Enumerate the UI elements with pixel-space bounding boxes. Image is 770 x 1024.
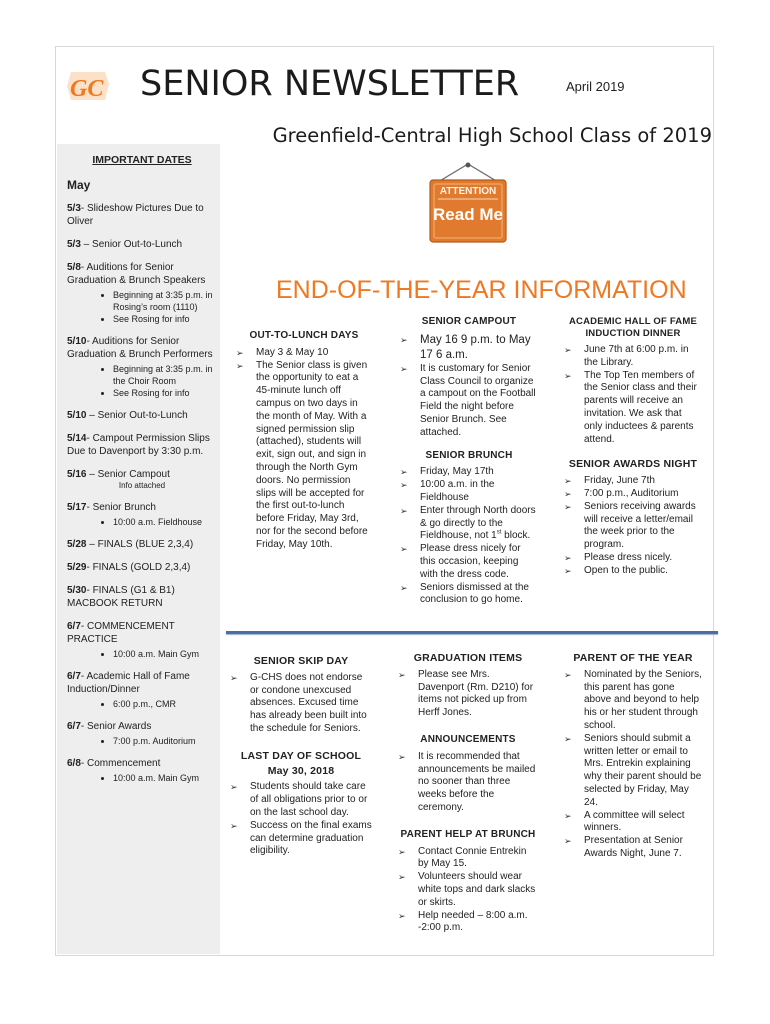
entry-detail: • Beginning at 3:35 p.m. in Rosing’s room (1110) (113, 289, 217, 313)
entry-text: Senior Out-to-Lunch (92, 239, 183, 250)
parent-of-year-section (564, 652, 702, 861)
skip-day-section (230, 655, 372, 858)
date-entries (67, 202, 217, 784)
entry-separator: - (86, 585, 93, 596)
entry-detail: • See Rosing for info (113, 313, 217, 325)
list-item: ➢ The Senior class is given the opportunity to eat a 45-minute lunch off campus on two days in the month of May. With a signed permission slip (attached), students will exit, sign out, and sign in through the North Gym doors. No permission slips will be accepted for the first out-to-lunch before Friday, May 3rd, nor for the second before Friday, May 10th. (236, 360, 372, 552)
entry-date: 6/8 (67, 758, 81, 769)
entry-date: 5/29 (67, 562, 87, 573)
parent-help-heading: PARENT HELP AT BRUNCH (400, 828, 536, 840)
date-entry (67, 620, 217, 660)
date-entry (67, 538, 217, 551)
entry-detail: • 10:00 a.m. Fieldhouse (113, 516, 217, 528)
section-divider (226, 631, 718, 634)
entry-separator: - (80, 621, 88, 632)
section-title: END-OF-THE-YEAR INFORMATION (276, 276, 687, 304)
entry-date: 5/3 (67, 203, 81, 214)
list-item: ➢ A committee will select winners. (564, 810, 702, 836)
entry-note: Info attached (118, 481, 166, 490)
date-entry (67, 261, 217, 325)
list-item (400, 505, 538, 543)
graduation-items-section (398, 652, 538, 935)
list-item: ➢ G-CHS does not endorse or condone unexcused absences. Excused time has already been built into the schedule for Seniors. (230, 672, 372, 736)
entry-text: FINALS (BLUE 2,3,4) (97, 539, 194, 550)
entry-detail: • 10:00 a.m. Main Gym (113, 772, 217, 784)
school-logo (65, 66, 111, 106)
list-item: ➢ Friday, May 17th (400, 466, 538, 479)
parent-of-year-heading: PARENT OF THE YEAR (573, 652, 693, 664)
entry-date: 6/7 (67, 621, 81, 632)
entry-date: 6/7 (67, 671, 81, 682)
entry-date: 5/17 (67, 502, 87, 513)
entry-separator: - (86, 562, 93, 573)
list-item: ➢ Please dress nicely for this occasion, keeping with the dress code. (400, 543, 538, 581)
entry-details (67, 516, 217, 528)
out-to-lunch-heading: OUT-TO-LUNCH DAYS (249, 330, 359, 341)
list-item: ➢ Seniors should submit a written letter or email to Mrs. Entrekin explaining why their parent should be selected by Friday, May 24. (564, 733, 702, 810)
last-day-date: May 30, 2018 (267, 764, 335, 777)
entry-text: Senior Campout (97, 469, 170, 480)
list-item: ➢ June 7th at 6:00 p.m. in the Library. (564, 344, 702, 370)
entry-separator: – (86, 469, 98, 480)
senior-campout-section (400, 316, 538, 607)
entry-details (67, 735, 217, 747)
entry-separator: – (80, 239, 93, 250)
list-item-text: Enter through North doors & go directly to the Fieldhouse, not 1 (420, 504, 536, 542)
list-item: ➢ Students should take care of all obligations prior to or on the last school day. (230, 781, 372, 819)
entry-date: 5/16 (67, 469, 87, 480)
list-item: ➢ Help needed – 8:00 a.m. -2:00 p.m. (398, 910, 538, 936)
list-item: ➢ Presentation at Senior Awards Night, June 7. (564, 835, 702, 861)
entry-date: 5/8 (67, 262, 81, 273)
list-item: ➢ Please dress nicely. (564, 552, 702, 565)
entry-details (67, 698, 217, 710)
entry-details (67, 289, 217, 325)
entry-date: 5/28 (67, 539, 87, 550)
skip-day-heading: SENIOR SKIP DAY (253, 655, 349, 667)
list-item: ➢ Please see Mrs. Davenport (Rm. D210) for items not picked up from Herff Jones. (398, 669, 538, 720)
date-entry (67, 584, 217, 610)
entry-detail: • 10:00 a.m. Main Gym (113, 648, 217, 660)
senior-awards-heading: SENIOR AWARDS NIGHT (568, 458, 698, 471)
announcements-heading: ANNOUNCEMENTS (420, 733, 516, 745)
date-entry (67, 409, 217, 422)
entry-detail: • 6:00 p.m., CMR (113, 698, 217, 710)
entry-separator: - (86, 433, 93, 444)
list-item: ➢ Friday, June 7th (564, 475, 702, 488)
entry-date: 5/10 (67, 336, 87, 347)
list-item: ➢ Contact Connie Entrekin by May 15. (398, 846, 538, 872)
logo-text: GC (70, 76, 104, 102)
list-item: ➢ May 16 9 p.m. to May 17 6 a.m. (400, 333, 538, 363)
entry-date: 5/10 (67, 410, 87, 421)
entry-separator: – (86, 410, 98, 421)
hall-of-fame-section (564, 316, 702, 578)
issue-date: April 2019 (566, 79, 625, 94)
date-entry (67, 432, 217, 458)
entry-text: Slideshow Pictures Due to Oliver (67, 203, 204, 227)
hall-of-fame-heading: ACADEMIC HALL OF FAME INDUCTION DINNER (568, 316, 698, 339)
graduation-items-heading: GRADUATION ITEMS (413, 652, 523, 664)
list-item-tail: block. (501, 530, 531, 542)
list-item: ➢ It is recommended that announcements be mailed no sooner than three weeks before the ceremony. (398, 751, 538, 815)
list-item: ➢ 10:00 a.m. in the Fieldhouse (400, 479, 538, 505)
important-dates-list (67, 154, 217, 794)
entry-date: 6/7 (67, 721, 81, 732)
entry-separator: - (80, 262, 87, 273)
read-me-text: Read Me (433, 205, 503, 224)
entry-separator: - (80, 721, 88, 732)
entry-text: FINALS (G1 & B1) MACBOOK RETURN (67, 585, 175, 609)
date-entry (67, 670, 217, 710)
entry-details (67, 772, 217, 784)
list-item: ➢ May 3 & May 10 (236, 347, 372, 360)
entry-text: COMMENCEMENT PRACTICE (67, 621, 175, 645)
entry-date: 5/3 (67, 239, 81, 250)
list-item: ➢ Seniors receiving awards will receive a letter/email the week prior to the program. (564, 501, 702, 552)
date-entry (67, 720, 217, 747)
date-entry (67, 238, 217, 251)
entry-text: Senior Brunch (92, 502, 156, 513)
school-subtitle: Greenfield-Central High School Class of 2019 (272, 124, 712, 147)
entry-date: 5/30 (67, 585, 87, 596)
list-item: ➢ Open to the public. (564, 565, 702, 578)
list-item: ➢ Success on the final exams can determine graduation eligibility. (230, 820, 372, 858)
entry-text: Academic Hall of Fame Induction/Dinner (67, 671, 190, 695)
entry-details (67, 363, 217, 399)
list-item: ➢ Nominated by the Seniors, this parent has gone above and beyond to help his or her student through school. (564, 669, 702, 733)
entry-detail: • See Rosing for info (113, 387, 217, 399)
entry-separator: - (80, 671, 87, 682)
entry-text: Commencement (87, 758, 161, 769)
month-heading: May (67, 178, 91, 192)
out-to-lunch-section (236, 330, 372, 552)
entry-separator: - (86, 336, 93, 347)
entry-text: Senior Awards (87, 721, 152, 732)
list-item: ➢ 7:00 p.m., Auditorium (564, 488, 702, 501)
attention-text: ATTENTION (439, 186, 497, 197)
entry-text: Auditions for Senior Graduation & Brunch Performers (67, 336, 213, 360)
entry-text: FINALS (GOLD 2,3,4) (92, 562, 191, 573)
newsletter-title: SENIOR NEWSLETTER (140, 64, 520, 104)
senior-brunch-heading: SENIOR BRUNCH (425, 449, 513, 461)
important-dates-heading: IMPORTANT DATES (92, 154, 192, 166)
entry-text: Campout Permission Slips Due to Davenport by 3:30 p.m. (67, 433, 210, 457)
entry-separator: - (86, 502, 93, 513)
entry-detail: • Beginning at 3:35 p.m. in the Choir Room (113, 363, 217, 387)
date-entry (67, 757, 217, 784)
entry-detail: • 7:00 p.m. Auditorium (113, 735, 217, 747)
entry-text: Auditions for Senior Graduation & Brunch Speakers (67, 262, 206, 286)
list-item: ➢ The Top Ten members of the Senior class and their parents will receive an invitation. We ask that only inductees & parents attend. (564, 370, 702, 447)
date-entry (67, 202, 217, 228)
date-entry (67, 335, 217, 399)
entry-separator: - (80, 203, 88, 214)
date-entry (67, 501, 217, 528)
entry-date: 5/14 (67, 433, 87, 444)
entry-text: Senior Out-to-Lunch (97, 410, 188, 421)
list-item: ➢ It is customary for Senior Class Council to organize a campout on the Football Field the night before Senior Brunch. See attached. (400, 363, 538, 440)
ordinal-suffix: st (496, 530, 502, 537)
entry-separator: – (86, 539, 98, 550)
entry-separator: - (80, 758, 88, 769)
date-entry (67, 468, 217, 491)
entry-details (67, 648, 217, 660)
list-item: ➢ Volunteers should wear white tops and dark slacks or skirts. (398, 871, 538, 909)
attention-sign-icon (424, 162, 512, 244)
last-day-heading: LAST DAY OF SCHOOL (240, 749, 362, 762)
senior-campout-heading: SENIOR CAMPOUT (421, 316, 517, 327)
list-item: ➢ Seniors dismissed at the conclusion to go home. (400, 582, 538, 608)
date-entry (67, 561, 217, 574)
